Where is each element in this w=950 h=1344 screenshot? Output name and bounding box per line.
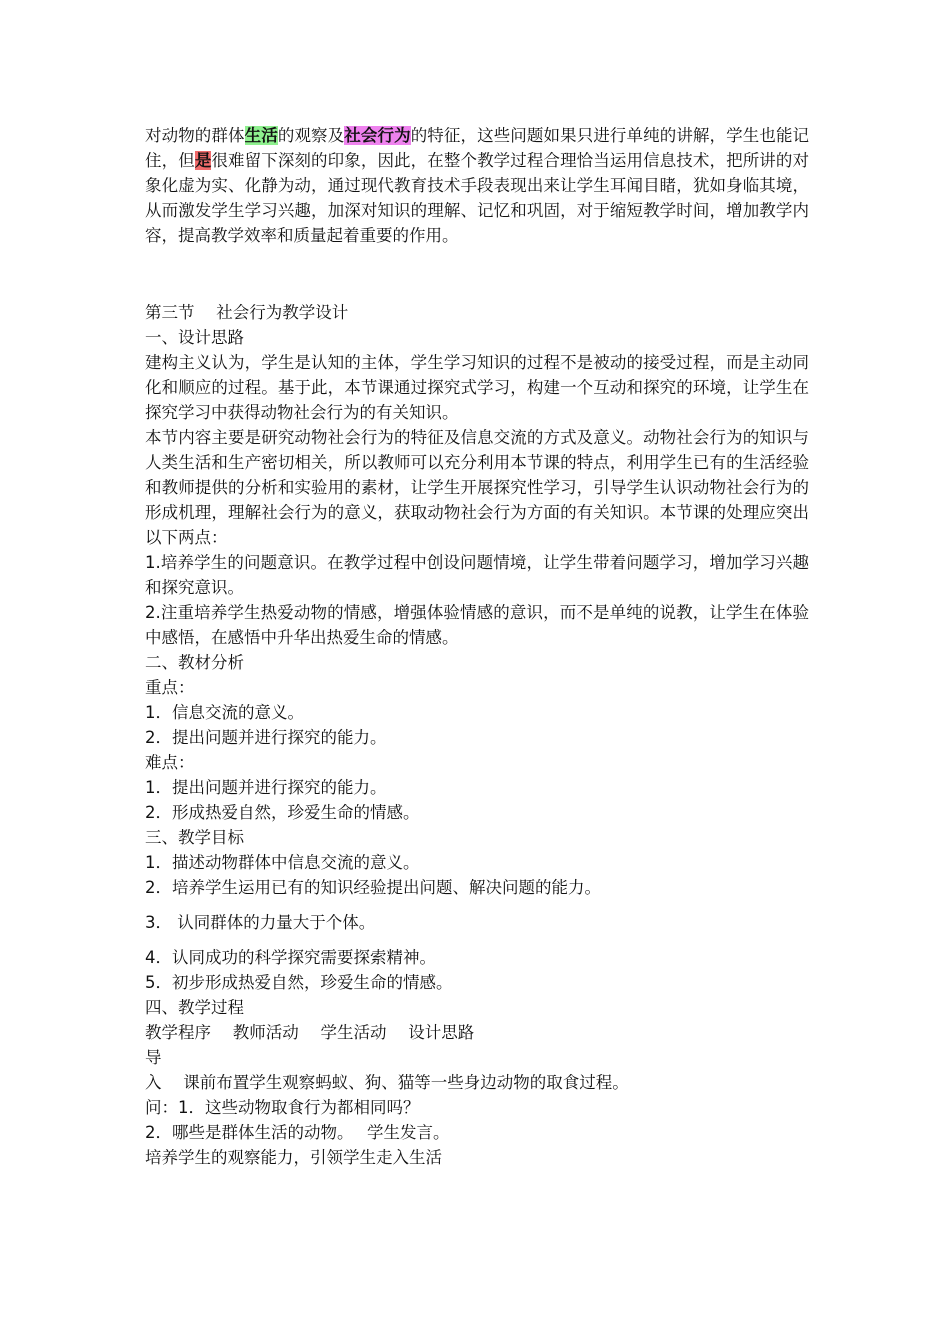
intro-text: 的特征，这些问题如果只进行单纯的讲解，学生也能记住，但: [145, 126, 810, 170]
intro-text: 很难留下深刻的印象，因此，在整个教学过程合理恰当运用信息技术，把所讲的对象化虚为实、化静为动，通过现代教育技术手段表现出来让学生耳闻目睹，犹如身临其境，从而激发学生学习兴趣，加深对知识的理解、记忆和巩固，对于缩短教学时间，增加教学内容，提高教学效率和质量起着重要的作用。: [145, 151, 810, 245]
design-heading: 一、设计思路: [145, 328, 244, 347]
difficulty-item: 2．形成热爱自然，珍爱生命的情感。: [145, 803, 420, 822]
design-paragraph: 建构主义认为，学生是认知的主体，学生学习知识的过程不是被动的接受过程，而是主动同化和顺应的过程。基于此，本节课通过探究式学习，构建一个互动和探究的环境，让学生在探究学习中获得动物社会行为的有关知识。: [145, 353, 809, 422]
process-line: 2．哪些是群体生活的动物。 学生发言。: [145, 1123, 450, 1142]
process-table-header: 教学程序 教师活动 学生活动 设计思路: [145, 1023, 475, 1042]
highlight-red: 是: [194, 151, 212, 170]
process-heading: 四、教学过程: [145, 998, 244, 1017]
difficulty-label: 难点：: [145, 753, 195, 772]
goals-heading: 三、教学目标: [145, 828, 244, 847]
highlight-magenta: 社会行为: [344, 126, 411, 145]
goal-item: 4．认同成功的科学探究需要探索精神。: [145, 948, 436, 967]
process-line: 入 课前布置学生观察蚂蚁、狗、猫等一些身边动物的取食过程。: [145, 1073, 629, 1092]
design-point: 1.培养学生的问题意识。在教学过程中创设问题情境，让学生带着问题学习，增加学习兴趣和探究意识。: [145, 553, 809, 597]
key-point-item: 1．信息交流的意义。: [145, 703, 304, 722]
document-body: [145, 123, 809, 1170]
goal-item: 2．培养学生运用已有的知识经验提出问题、解决问题的能力。: [145, 878, 601, 897]
process-line: 问：1．这些动物取食行为都相同吗？: [145, 1098, 420, 1117]
intro-text: 对动物的群体: [145, 126, 245, 145]
intro-text: 的观察及: [277, 126, 345, 145]
process-line: 培养学生的观察能力，引领学生走入生活: [145, 1148, 442, 1167]
design-paragraph: 本节内容主要是研究动物社会行为的特征及信息交流的方式及意义。动物社会行为的知识与人类生活和生产密切相关，所以教师可以充分利用本节课的特点，利用学生已有的生活经验和教师提供的分析和实验用的素材，让学生开展探究性学习，引导学生认识动物社会行为的形成机理，理解社会行为的意义，获取动物社会行为方面的有关知识。本节课的处理应突出以下两点：: [145, 428, 809, 547]
design-point: 2.注重培养学生热爱动物的情感，增强体验情感的意识，而不是单纯的说教，让学生在体验中感悟，在感悟中升华出热爱生命的情感。: [145, 603, 809, 647]
key-point-item: 2．提出问题并进行探究的能力。: [145, 728, 387, 747]
goal-item: 5．初步形成热爱自然，珍爱生命的情感。: [145, 973, 453, 992]
difficulty-item: 1．提出问题并进行探究的能力。: [145, 778, 387, 797]
process-line: 导: [145, 1048, 162, 1067]
section-title: 第三节 社会行为教学设计: [145, 303, 349, 322]
key-points-label: 重点：: [145, 678, 195, 697]
goal-item: 1．描述动物群体中信息交流的意义。: [145, 853, 420, 872]
goal-item: 3． 认同群体的力量大于个体。: [145, 913, 376, 932]
analysis-heading: 二、教材分析: [145, 653, 244, 672]
intro-paragraph: [145, 123, 809, 248]
highlight-green: 生活: [244, 126, 278, 145]
